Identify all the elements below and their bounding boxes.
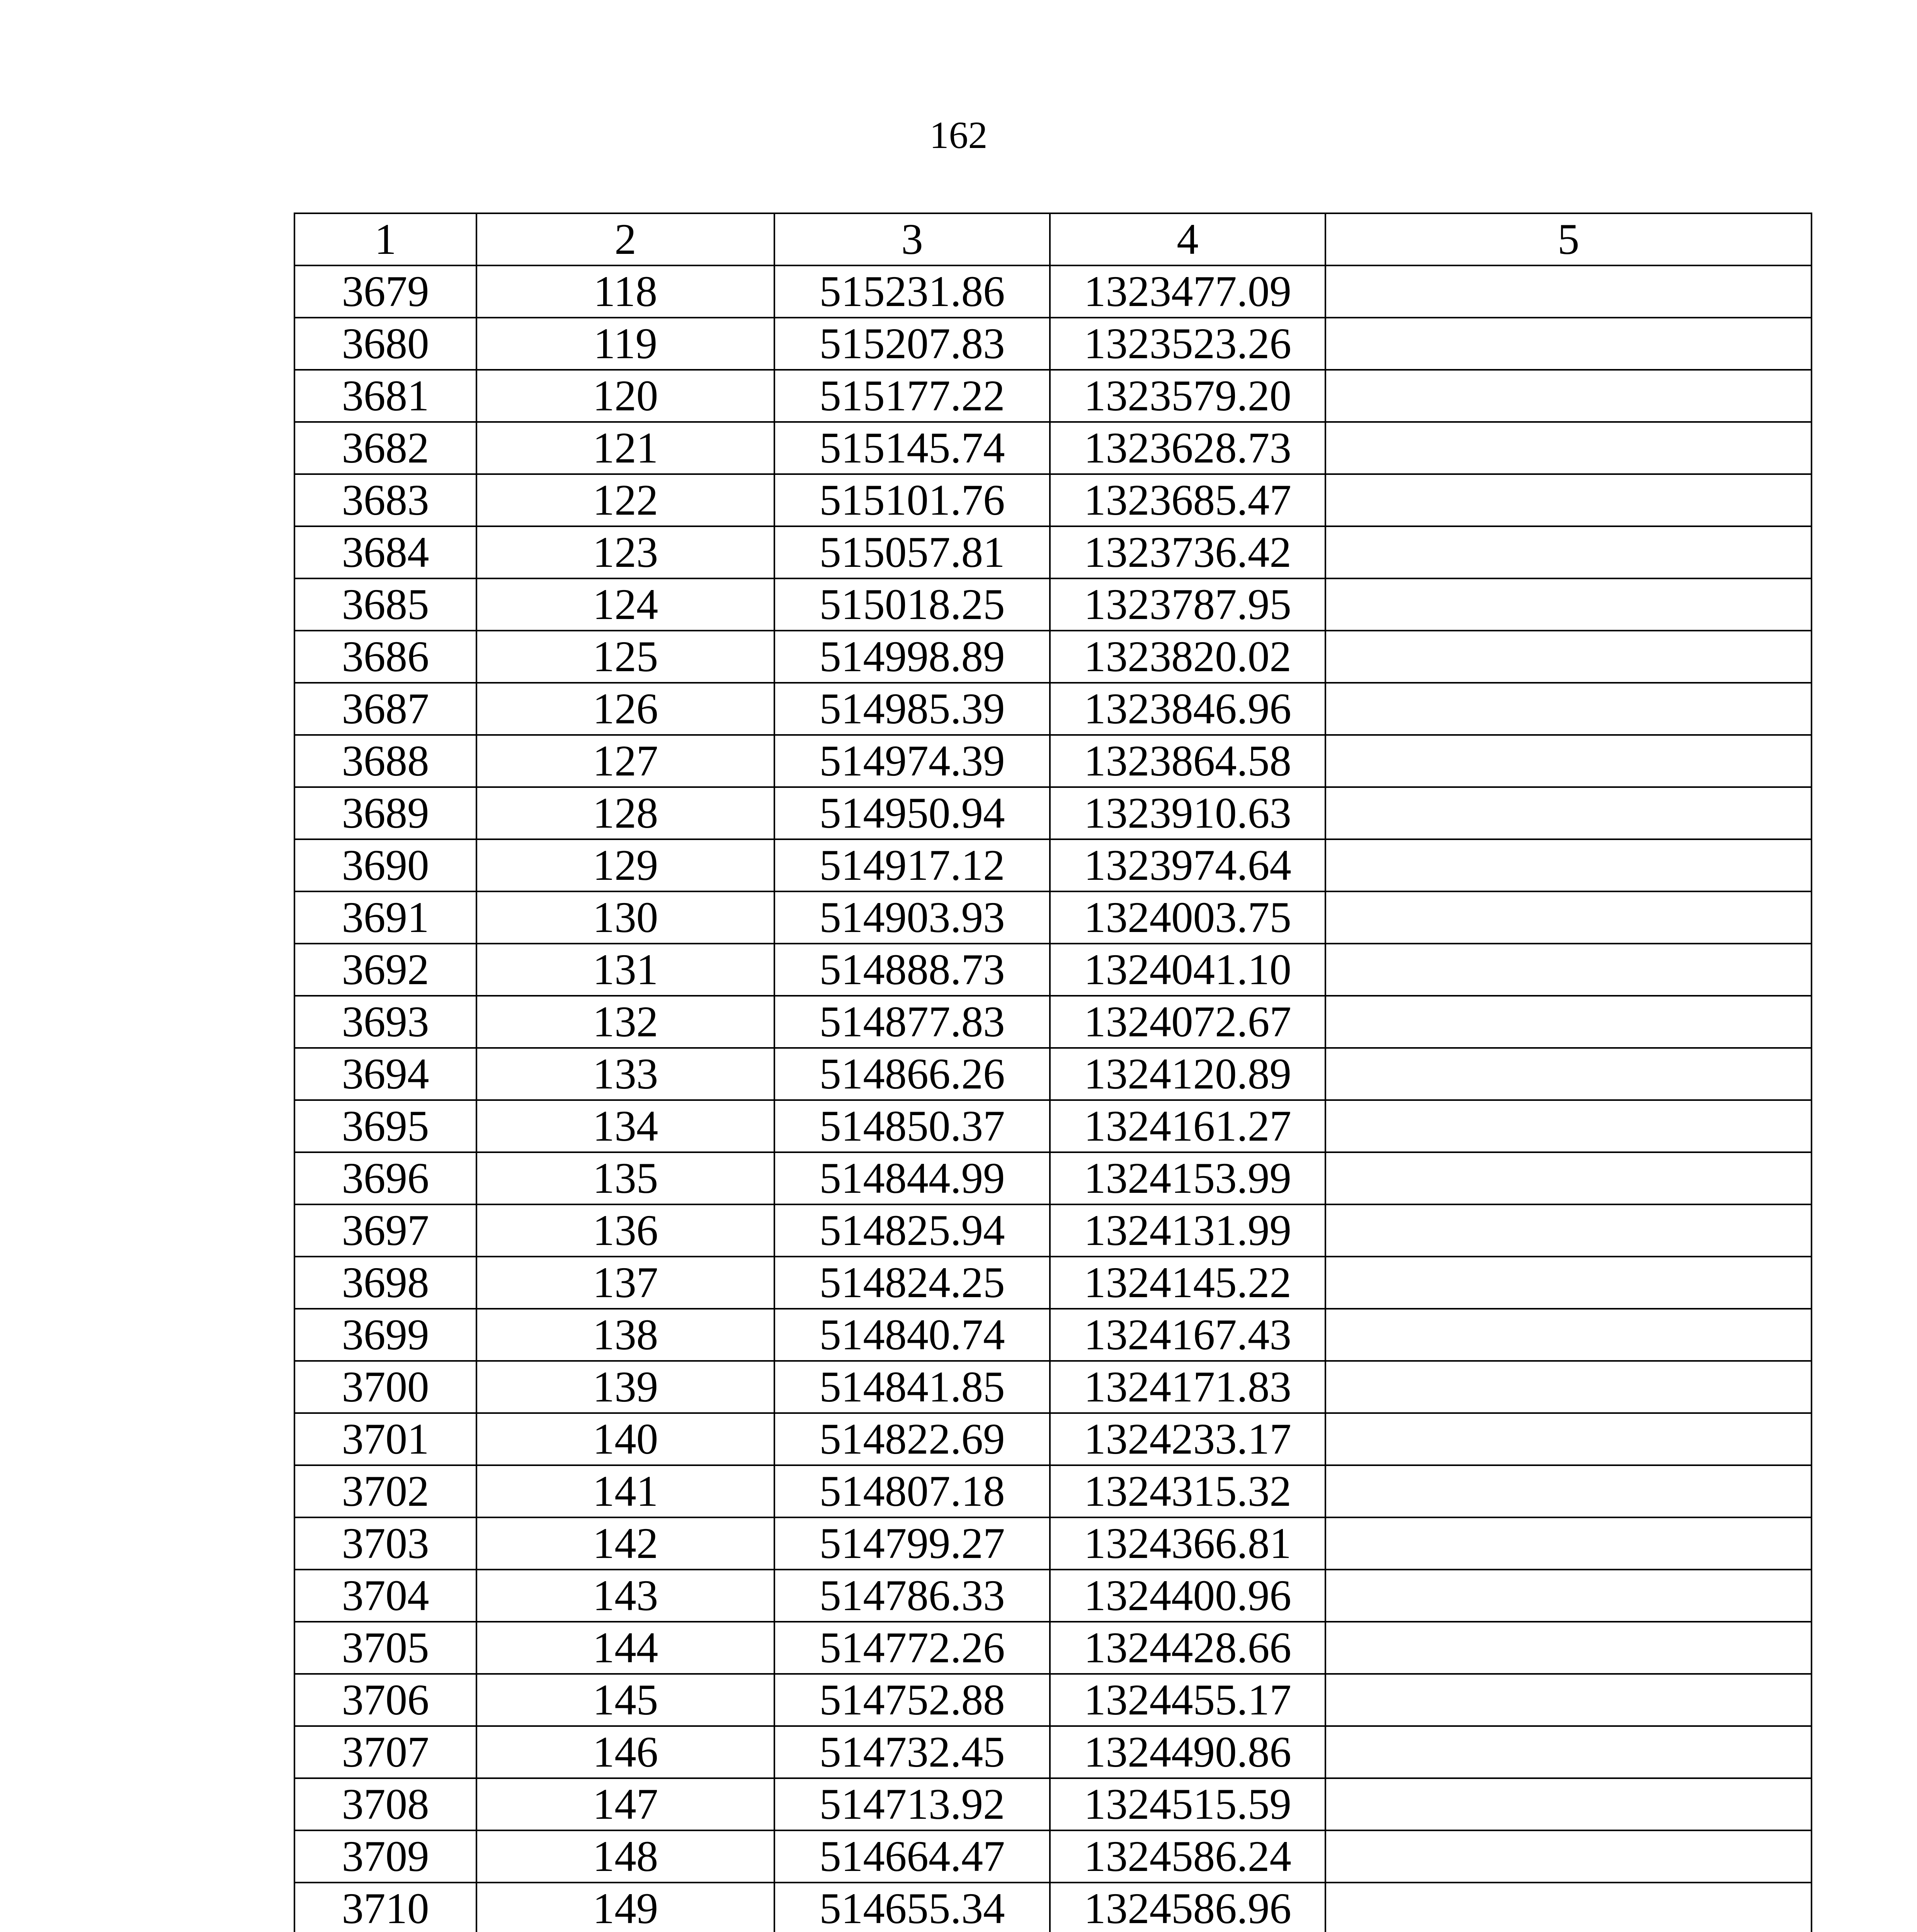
table-row <box>294 735 1812 787</box>
table-cell-col-4: 1324315.32 <box>1050 1465 1325 1517</box>
table-row <box>294 1726 1812 1778</box>
table-row <box>294 1309 1812 1361</box>
table-cell-col-5 <box>1325 1674 1812 1726</box>
table-cell-col-4: 1323787.95 <box>1050 578 1325 631</box>
table-row <box>294 891 1812 944</box>
table-row <box>294 370 1812 422</box>
coordinates-table <box>294 213 1812 1932</box>
table-cell-col-5 <box>1325 735 1812 787</box>
table-cell-col-4: 1323579.20 <box>1050 370 1325 422</box>
table-row <box>294 578 1812 631</box>
table-cell-col-2: 148 <box>476 1830 774 1883</box>
table-cell-col-4: 1324120.89 <box>1050 1048 1325 1100</box>
table-cell-col-3: 514732.45 <box>774 1726 1050 1778</box>
table-cell-col-2: 119 <box>476 318 774 370</box>
table-cell-col-4: 1323736.42 <box>1050 526 1325 578</box>
table-cell-col-3: 514917.12 <box>774 839 1050 891</box>
table-cell-col-5 <box>1325 996 1812 1048</box>
table-cell-col-3: 514822.69 <box>774 1413 1050 1465</box>
table-cell-col-5 <box>1325 1048 1812 1100</box>
table-cell-col-5 <box>1325 1883 1812 1932</box>
table-row <box>294 1048 1812 1100</box>
table-cell-col-3: 515018.25 <box>774 578 1050 631</box>
table-cell-col-2: 122 <box>476 474 774 526</box>
table-cell-col-3: 514841.85 <box>774 1361 1050 1413</box>
table-cell-col-3: 514840.74 <box>774 1309 1050 1361</box>
header-cell-col-3: 3 <box>774 213 1050 265</box>
table-row <box>294 631 1812 683</box>
table-cell-col-4: 1324072.67 <box>1050 996 1325 1048</box>
table-cell-col-5 <box>1325 683 1812 735</box>
table-cell-col-4: 1324003.75 <box>1050 891 1325 944</box>
table-cell-col-1: 3705 <box>294 1622 476 1674</box>
header-cell-col-4: 4 <box>1050 213 1325 265</box>
table-cell-col-3: 515231.86 <box>774 265 1050 318</box>
table-row <box>294 422 1812 474</box>
table-cell-col-2: 133 <box>476 1048 774 1100</box>
table-cell-col-4: 1323628.73 <box>1050 422 1325 474</box>
table-cell-col-2: 125 <box>476 631 774 683</box>
table-cell-col-1: 3685 <box>294 578 476 631</box>
table-cell-col-3: 515057.81 <box>774 526 1050 578</box>
table-cell-col-2: 141 <box>476 1465 774 1517</box>
table-cell-col-5 <box>1325 1570 1812 1622</box>
table-cell-col-2: 135 <box>476 1152 774 1204</box>
table-cell-col-4: 1324041.10 <box>1050 944 1325 996</box>
table-cell-col-3: 514850.37 <box>774 1100 1050 1152</box>
table-cell-col-3: 514825.94 <box>774 1204 1050 1257</box>
table-cell-col-4: 1323974.64 <box>1050 839 1325 891</box>
table-cell-col-1: 3690 <box>294 839 476 891</box>
table-cell-col-1: 3686 <box>294 631 476 683</box>
table-cell-col-1: 3684 <box>294 526 476 578</box>
table-cell-col-3: 514786.33 <box>774 1570 1050 1622</box>
table-cell-col-1: 3694 <box>294 1048 476 1100</box>
table-cell-col-5 <box>1325 474 1812 526</box>
table-cell-col-4: 1323685.47 <box>1050 474 1325 526</box>
table-cell-col-1: 3687 <box>294 683 476 735</box>
table-row <box>294 787 1812 839</box>
table-cell-col-3: 514877.83 <box>774 996 1050 1048</box>
table-body <box>294 265 1812 1932</box>
table-row <box>294 683 1812 735</box>
table-cell-col-4: 1324167.43 <box>1050 1309 1325 1361</box>
table-cell-col-4: 1324455.17 <box>1050 1674 1325 1726</box>
table-cell-col-1: 3708 <box>294 1778 476 1830</box>
table-cell-col-1: 3703 <box>294 1517 476 1570</box>
table-row <box>294 1883 1812 1932</box>
table-cell-col-2: 146 <box>476 1726 774 1778</box>
table-cell-col-3: 515207.83 <box>774 318 1050 370</box>
table-cell-col-4: 1324586.96 <box>1050 1883 1325 1932</box>
table-cell-col-3: 514655.34 <box>774 1883 1050 1932</box>
table-cell-col-5 <box>1325 422 1812 474</box>
table-cell-col-1: 3683 <box>294 474 476 526</box>
table-cell-col-1: 3698 <box>294 1257 476 1309</box>
table-cell-col-3: 515145.74 <box>774 422 1050 474</box>
table-row <box>294 526 1812 578</box>
table-cell-col-5 <box>1325 1830 1812 1883</box>
table-cell-col-2: 136 <box>476 1204 774 1257</box>
table-row <box>294 1830 1812 1883</box>
table-cell-col-1: 3707 <box>294 1726 476 1778</box>
table-cell-col-5 <box>1325 1257 1812 1309</box>
table-cell-col-3: 514807.18 <box>774 1465 1050 1517</box>
table-cell-col-3: 514824.25 <box>774 1257 1050 1309</box>
table-cell-col-5 <box>1325 318 1812 370</box>
table-cell-col-3: 514950.94 <box>774 787 1050 839</box>
table-cell-col-2: 126 <box>476 683 774 735</box>
table-cell-col-1: 3697 <box>294 1204 476 1257</box>
table-cell-col-2: 142 <box>476 1517 774 1570</box>
table-cell-col-4: 1324131.99 <box>1050 1204 1325 1257</box>
table-cell-col-4: 1323864.58 <box>1050 735 1325 787</box>
table-cell-col-2: 143 <box>476 1570 774 1622</box>
table-cell-col-2: 137 <box>476 1257 774 1309</box>
table-row <box>294 1517 1812 1570</box>
table-cell-col-1: 3682 <box>294 422 476 474</box>
table-cell-col-2: 131 <box>476 944 774 996</box>
table-cell-col-4: 1323846.96 <box>1050 683 1325 735</box>
table-cell-col-2: 129 <box>476 839 774 891</box>
table-cell-col-5 <box>1325 1622 1812 1674</box>
table-cell-col-1: 3696 <box>294 1152 476 1204</box>
table-cell-col-3: 514799.27 <box>774 1517 1050 1570</box>
table-cell-col-1: 3691 <box>294 891 476 944</box>
table-cell-col-3: 515101.76 <box>774 474 1050 526</box>
header-cell-col-2: 2 <box>476 213 774 265</box>
table-cell-col-5 <box>1325 944 1812 996</box>
table-cell-col-4: 1324171.83 <box>1050 1361 1325 1413</box>
table-cell-col-5 <box>1325 526 1812 578</box>
table-cell-col-2: 140 <box>476 1413 774 1465</box>
table-row <box>294 1674 1812 1726</box>
table-cell-col-3: 514903.93 <box>774 891 1050 944</box>
table-cell-col-3: 514985.39 <box>774 683 1050 735</box>
table-row <box>294 1413 1812 1465</box>
table-cell-col-4: 1324586.24 <box>1050 1830 1325 1883</box>
table-cell-col-5 <box>1325 265 1812 318</box>
table-cell-col-2: 128 <box>476 787 774 839</box>
header-cell-col-5: 5 <box>1325 213 1812 265</box>
table-cell-col-1: 3679 <box>294 265 476 318</box>
table-cell-col-1: 3695 <box>294 1100 476 1152</box>
table-cell-col-3: 514752.88 <box>774 1674 1050 1726</box>
table-header <box>294 213 1812 265</box>
table-cell-col-5 <box>1325 1465 1812 1517</box>
table-row <box>294 1361 1812 1413</box>
table-row <box>294 1570 1812 1622</box>
table-cell-col-2: 124 <box>476 578 774 631</box>
table-row <box>294 265 1812 318</box>
table-cell-col-4: 1324490.86 <box>1050 1726 1325 1778</box>
table-row <box>294 1622 1812 1674</box>
table-cell-col-2: 127 <box>476 735 774 787</box>
table-cell-col-1: 3704 <box>294 1570 476 1622</box>
table-cell-col-1: 3709 <box>294 1830 476 1883</box>
table-row <box>294 1778 1812 1830</box>
table-cell-col-5 <box>1325 891 1812 944</box>
table-cell-col-1: 3693 <box>294 996 476 1048</box>
table-cell-col-5 <box>1325 578 1812 631</box>
header-cell-col-1: 1 <box>294 213 476 265</box>
table-row <box>294 944 1812 996</box>
table-cell-col-2: 132 <box>476 996 774 1048</box>
table-cell-col-5 <box>1325 1204 1812 1257</box>
table-cell-col-1: 3680 <box>294 318 476 370</box>
table-cell-col-4: 1324366.81 <box>1050 1517 1325 1570</box>
table-cell-col-4: 1324153.99 <box>1050 1152 1325 1204</box>
table-cell-col-5 <box>1325 1778 1812 1830</box>
table-cell-col-5 <box>1325 1361 1812 1413</box>
table-cell-col-3: 514844.99 <box>774 1152 1050 1204</box>
table-cell-col-1: 3688 <box>294 735 476 787</box>
table-cell-col-5 <box>1325 1517 1812 1570</box>
table-cell-col-3: 514866.26 <box>774 1048 1050 1100</box>
table-cell-col-5 <box>1325 1413 1812 1465</box>
table-cell-col-2: 134 <box>476 1100 774 1152</box>
table-cell-col-2: 118 <box>476 265 774 318</box>
table-cell-col-5 <box>1325 1152 1812 1204</box>
table-cell-col-1: 3689 <box>294 787 476 839</box>
table-cell-col-4: 1324400.96 <box>1050 1570 1325 1622</box>
table-row <box>294 1465 1812 1517</box>
table-cell-col-2: 147 <box>476 1778 774 1830</box>
table-row <box>294 839 1812 891</box>
table-cell-col-4: 1323523.26 <box>1050 318 1325 370</box>
table-cell-col-2: 121 <box>476 422 774 474</box>
page-number: 162 <box>929 114 988 156</box>
table-cell-col-2: 139 <box>476 1361 774 1413</box>
table-cell-col-1: 3710 <box>294 1883 476 1932</box>
table-row <box>294 1100 1812 1152</box>
table-cell-col-3: 514888.73 <box>774 944 1050 996</box>
table-cell-col-2: 123 <box>476 526 774 578</box>
table-cell-col-1: 3681 <box>294 370 476 422</box>
table-row <box>294 996 1812 1048</box>
table-cell-col-3: 514664.47 <box>774 1830 1050 1883</box>
table-cell-col-5 <box>1325 1726 1812 1778</box>
table-row <box>294 1204 1812 1257</box>
table-cell-col-1: 3692 <box>294 944 476 996</box>
table-cell-col-1: 3699 <box>294 1309 476 1361</box>
table-cell-col-2: 138 <box>476 1309 774 1361</box>
table-cell-col-2: 149 <box>476 1883 774 1932</box>
table-cell-col-4: 1323477.09 <box>1050 265 1325 318</box>
table-cell-col-1: 3701 <box>294 1413 476 1465</box>
table-cell-col-4: 1324515.59 <box>1050 1778 1325 1830</box>
table-cell-col-1: 3706 <box>294 1674 476 1726</box>
table-cell-col-2: 130 <box>476 891 774 944</box>
header-row <box>294 213 1812 265</box>
table-cell-col-5 <box>1325 1100 1812 1152</box>
table-row <box>294 318 1812 370</box>
table-row <box>294 474 1812 526</box>
table-cell-col-3: 514998.89 <box>774 631 1050 683</box>
table-cell-col-5 <box>1325 631 1812 683</box>
table-cell-col-5 <box>1325 1309 1812 1361</box>
table-cell-col-1: 3702 <box>294 1465 476 1517</box>
table-cell-col-2: 144 <box>476 1622 774 1674</box>
table-cell-col-4: 1323820.02 <box>1050 631 1325 683</box>
table-cell-col-2: 120 <box>476 370 774 422</box>
table-cell-col-5 <box>1325 370 1812 422</box>
table-cell-col-4: 1324145.22 <box>1050 1257 1325 1309</box>
table-cell-col-4: 1323910.63 <box>1050 787 1325 839</box>
table-cell-col-3: 514772.26 <box>774 1622 1050 1674</box>
table-row <box>294 1152 1812 1204</box>
table-cell-col-4: 1324233.17 <box>1050 1413 1325 1465</box>
table-cell-col-3: 515177.22 <box>774 370 1050 422</box>
table-row <box>294 1257 1812 1309</box>
table-cell-col-5 <box>1325 787 1812 839</box>
table-cell-col-1: 3700 <box>294 1361 476 1413</box>
table-cell-col-4: 1324161.27 <box>1050 1100 1325 1152</box>
table-cell-col-4: 1324428.66 <box>1050 1622 1325 1674</box>
table-cell-col-3: 514974.39 <box>774 735 1050 787</box>
table-cell-col-5 <box>1325 839 1812 891</box>
table-cell-col-2: 145 <box>476 1674 774 1726</box>
table-cell-col-3: 514713.92 <box>774 1778 1050 1830</box>
